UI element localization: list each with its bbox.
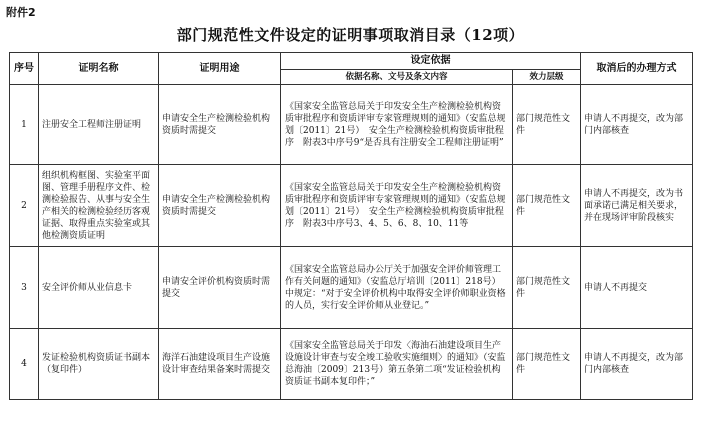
header-basis-group: 设定依据 [281, 53, 581, 70]
cell-basis: 《国家安全监管总局关于印发〈海油石油建设项目生产设施设计审查与安全竣工验收实施细则〉的通知》（安监总海油〔2009〕213号）第五条第二项“发证检验机构资质证书副本复印件；” [281, 329, 513, 400]
cell-use: 申请安全生产检测检验机构资质时需提交 [159, 165, 281, 247]
header-level: 效力层级 [513, 70, 581, 85]
header-after: 取消后的办理方式 [581, 53, 693, 85]
cell-name: 发证检验机构资质证书副本（复印件） [39, 329, 159, 400]
annex-label: 附件2 [6, 6, 36, 19]
cell-no: 1 [10, 85, 39, 165]
cell-after: 申请人不再提交，改为部门内部核查 [581, 85, 693, 165]
cell-basis: 《国家安全监管总局关于印发安全生产检测检验机构资质审批程序和资质评审专家管理规则的通知》（安监总规划〔2011〕21号） 安全生产检测检验机构资质审批程序 附表3中序号3、4、5、6、8、10、11等 [281, 165, 513, 247]
table-row [10, 247, 693, 329]
header-use: 证明用途 [159, 53, 281, 85]
cell-level: 部门规范性文件 [513, 85, 581, 165]
header-no: 序号 [10, 53, 39, 85]
cell-name: 安全评价师从业信息卡 [39, 247, 159, 329]
cell-name: 注册安全工程师注册证明 [39, 85, 159, 165]
cell-use: 申请安全评价机构资质时需提交 [159, 247, 281, 329]
document-title: 部门规范性文件设定的证明事项取消目录（12项） [176, 26, 525, 44]
cell-after: 申请人不再提交，改为部门内部核查 [581, 329, 693, 400]
cell-no: 2 [10, 165, 39, 247]
cell-after: 申请人不再提交 [581, 247, 693, 329]
cell-after: 申请人不再提交，改为书面承诺已满足相关要求，并在现场评审阶段核实 [581, 165, 693, 247]
table-row [10, 85, 693, 165]
table-row [10, 165, 693, 247]
cell-level: 部门规范性文件 [513, 329, 581, 400]
cell-level: 部门规范性文件 [513, 165, 581, 247]
cell-name: 组织机构框图、实验室平面图、管理手册程序文件、检测检验报告、从事与安全生产相关的检测检验经历客观证据、取得重点实验室或其他检测资质证明 [39, 165, 159, 247]
cell-no: 3 [10, 247, 39, 329]
certificate-table [9, 52, 693, 400]
table-row [10, 329, 693, 400]
header-name: 证明名称 [39, 53, 159, 85]
cell-use: 海洋石油建设项目生产设施设计审查结果备案时需提交 [159, 329, 281, 400]
cell-basis: 《国家安全监管总局关于印发安全生产检测检验机构资质审批程序和资质评审专家管理规则的通知》（安监总规划〔2011〕21号） 安全生产检测检验机构资质审批程序 附表3中序号9“是否具有注册安全工程师注册证明” [281, 85, 513, 165]
cell-level: 部门规范性文件 [513, 247, 581, 329]
header-basis-doc: 依据名称、文号及条文内容 [281, 70, 513, 85]
cell-no: 4 [10, 329, 39, 400]
cell-use: 申请安全生产检测检验机构资质时需提交 [159, 85, 281, 165]
cell-basis: 《国家安全监管总局办公厅关于加强安全评价师管理工作有关问题的通知》（安监总厅培训〔2011〕218号）中规定：“对于安全评价机构中取得安全评价师职业资格的人员，实行安全评价师从业登记。” [281, 247, 513, 329]
